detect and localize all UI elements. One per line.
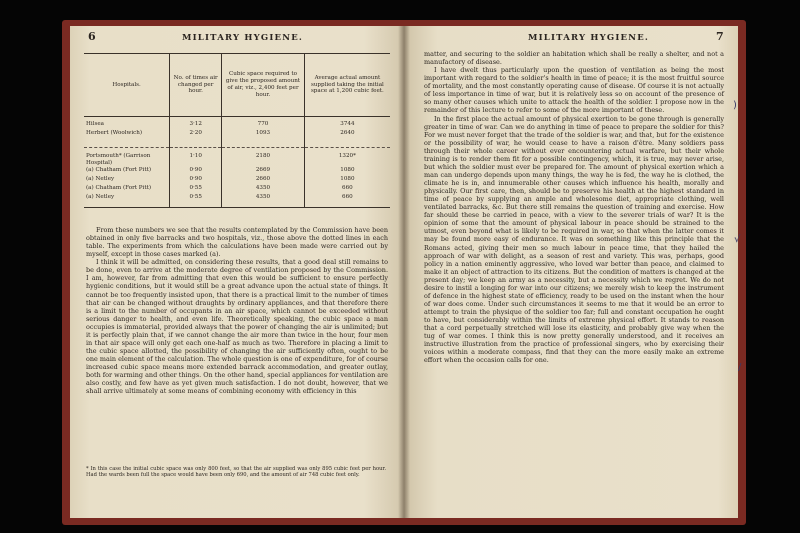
page-number: 6 <box>88 30 96 43</box>
table-row: (a) Netley 0·90 2660 1080 <box>84 176 390 185</box>
paragraph: In the first place the actual amount of physical exertion to be gone through is generally greater in time of war. Can we do anything in time of peace to prepare the soldier for this? For we must never forget that the trade of the soldier is war, and that, but for the existence or the possibility of war, he would cease to have a raison d'être. Many soldiers pass through their whole career without ever encountering actual warfare, but their whole training is to render them fit for a possible contingency, which, it is true, may never arise, but which the soldier must ever be prepared for. The amount of physical exertion which a man can undergo depends upon many things, the way he is fed, the way he is clothed, the climate he is in, and innumerable other causes which influence his health, morally and physically. Our first care, then, should be to preserve his health at the highest standard in time of peace by supplying an ample and wholesome diet, appropriate clothing, well ventilated barracks, &c. But there still remains the question of training and exercise. How far should these be carried in peace, with a view to the severer trials of war? It is the opinion of some that the amount of physical labour in peace should be strained to the utmost, even beyond what is likely to be required in war, so that when the latter comes it may be found more easy of endurance. It was on something like this principle that the Romans acted, giving their men so much labour in peace time, that they hailed the approach of war with delight, as a season of rest and variety. This was, perhaps, good policy in a nation eminently aggressive, who loved war better than peace, and claimed to make it an object of attraction to its citizens. But the condition of matters is changed at the present day; we keep an army as a necessity, but a necessity which we regret. We do not desire to instil a longing for war into our citizens; we merely wish to keep the instrument of defence in the highest state of efficiency, ready to be used on the instant when the hour of war does come. Under such circumstances it seems to me that it would be an error to attempt to train the physique of the soldier too far; full and constant occupation he ought to have, but considerably within the limits of extreme physical effort. It stands to reason that a cord perpetually stretched will lose its elasticity, and probably give way when the tug of war comes. I think this is now pretty generally understood, and it receives an instructive illustration from the practice of professional singers, who by exercising their voices within a moderate compass, find that they can the more easily make an extreme effort when the occasion calls for one. <box>424 114 724 365</box>
right-body-text <box>424 50 724 364</box>
left-body-text <box>86 226 388 395</box>
table-row: Portsmouth* (Garrison Hospital) 1·10 2180 1320* <box>84 148 390 167</box>
book-gutter <box>398 26 410 518</box>
pencil-margin-mark: √ <box>734 234 741 245</box>
table-row: (a) Chatham (Fort Pitt) 0·55 4350 660 <box>84 185 390 194</box>
page-number: 7 <box>716 30 724 43</box>
ventilation-table <box>84 53 390 208</box>
table-row: (a) Chatham (Fort Pitt) 0·90 2669 1080 <box>84 167 390 176</box>
pencil-margin-mark: ) <box>733 100 737 111</box>
table-header: Average actual amount supplied taking the initial space at 1,200 cubic feet. <box>304 54 390 117</box>
footnote: * In this case the initial cubic space was only 800 feet, so that the air supplied was only 895 cubic feet per hour. Had the wards been full the space would have been only 690, and the amount of air 748 cubic feet only. <box>86 466 386 479</box>
paragraph: I think it will be admitted, on considering these results, that a good deal still remains to be done, even to arrive at the moderate degree of ventilation proposed by the Commission. I am, however, far from admitting that even this would be sufficient to ensure perfectly hygienic conditions, but it would still be a great advance upon the actual state of things. It cannot be too frequently insisted upon, that there is a practical limit to the number of times that air can be changed without draughts by ordinary appliances, and that therefore there is a limit to the number of occupants in an air space, which cannot be exceeded without serious danger to health, and even life. Theoretically speaking, the cubic space a man occupies is immaterial, provided always that the power of changing the air is unlimited; but it is perfectly plain that, if we cannot change the air more than twice in the hour, four men in that air space will only get each one-half as much as two. Therefore in placing a limit to the cubic space allotted, the possibility of changing the air sufficiently often, ought to be one main element of the calculation. The whole question is one of expenditure, for of course increased cubic space means more extended barrack accommodation, and greater outlay, both for warming and other things. On the other hand, special appliances for ventilation are also costly, and few have as yet given much satisfaction. I do not doubt, however, that we shall arrive ultimately at some means of combining economy with efficiency in this <box>86 258 388 396</box>
table-header: No. of times air changed per hour. <box>170 54 222 117</box>
table-header: Hospitals. <box>84 54 170 117</box>
table-row: Hilsea 3·12 770 3744 <box>84 121 390 130</box>
table-row: Herbert (Woolwich) 2·20 1093 2640 <box>84 130 390 139</box>
paragraph: matter, and securing to the soldier an habitation which shall be really a shelter, and not a manufactory of disease. <box>424 50 724 67</box>
running-head: MILITARY HYGIENE. <box>528 33 650 43</box>
table-header: Cubic space required to give the proposed amount of air, viz., 2,400 feet per hour. <box>222 54 305 117</box>
running-head: MILITARY HYGIENE. <box>182 33 304 43</box>
pencil-margin-mark: / <box>738 362 742 373</box>
paragraph: I have dwelt thus particularly upon the question of ventilation as being the most important with regard to the soldier's health in time of peace; it is the most fruitful source of mortality, and the most constantly operating cause of disease. Of course it is not actually of less importance in time of war, but it is relatively less so on account of the presence of so many other causes which unite to attack the health of the soldier. I propose now in the remainder of this lecture to refer to some of the more important of these. <box>424 66 724 115</box>
paragraph: From these numbers we see that the results contemplated by the Commission have been obtained in only five barracks and two hospitals, viz., those above the dotted lines in each table. The experiments from which the calculations have been made were carried out by myself, except in those cases marked (a). <box>86 226 388 259</box>
table-row: (a) Netley 0·55 4350 660 <box>84 194 390 203</box>
